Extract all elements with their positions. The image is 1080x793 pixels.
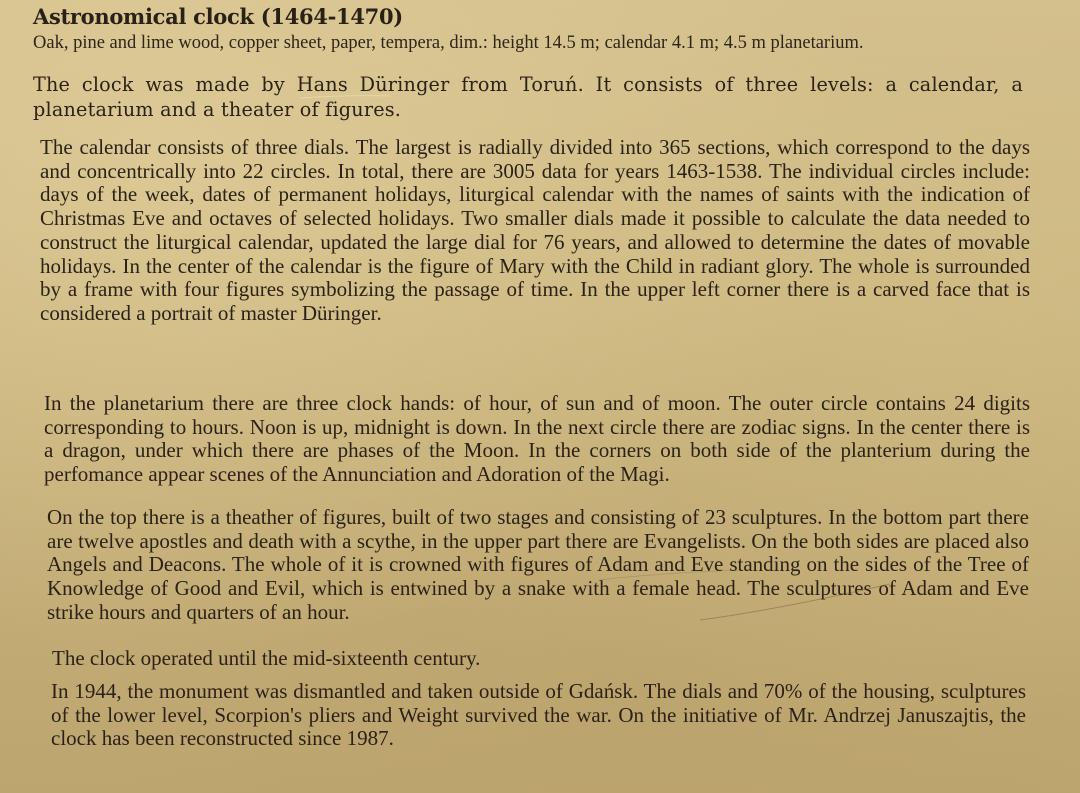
plaque-subtitle-materials: Oak, pine and lime wood, copper sheet, paper, tempera, dim.: height 14.5 m; calendar 4.1 m; 4.5 m planetarium. bbox=[33, 33, 864, 53]
paragraph-operated: The clock operated until the mid-sixteenth century. bbox=[52, 646, 481, 670]
paragraph-calendar: The calendar consists of three dials. The largest is radially divided into 365 sections, which correspond to the days and concentrically into 22 circles. In total, there are 3005 data for years 1463-1538. The individual circles include: days of the week, dates of permanent holidays, liturgical calendar with the names of saints with the indication of Christmas Eve and octaves of selected holidays. Two smaller dials made it possible to calculate the data needed to construct the liturgical calendar, updated the large dial for 76 years, and allowed to determine the dates of movable holidays. In the center of the calendar is the figure of Mary with the Child in radiant glory. The whole is surrounded by a frame with four figures symbolizing the passage of time. In the upper left corner there is a carved face that is considered a portrait of master Düringer. bbox=[40, 135, 1030, 325]
paragraph-planetarium: In the planetarium there are three clock hands: of hour, of sun and of moon. The outer circle contains 24 digits corresponding to hours. Noon is up, midnight is down. In the next circle there are zodiac signs. In the center there is a dragon, under which there are phases of the Moon. In the corners on both side of the planterium during the perfomance appear scenes of the Annunciation and Adoration of the Magi. bbox=[44, 391, 1030, 487]
paragraph-theater-of-figures: On the top there is a theather of figures, built of two stages and consisting of 23 sculptures. In the bottom part there are twelve apostles and death with a scythe, in the upper part there are Evangelists. On the both sides are placed also Angels and Deacons. The whole of it is crowned with figures of Adam and Eve standing on the sides of the Tree of Knowledge of Good and Evil, which is entwined by a snake with a female head. The sculptures of Adam and Eve strike hours and quarters of an hour. bbox=[47, 505, 1029, 624]
plaque-title: Astronomical clock (1464-1470) bbox=[33, 4, 403, 29]
paragraph-reconstruction: In 1944, the monument was dismantled and taken outside of Gdańsk. The dials and 70% of the housing, sculptures of the lower level, Scorpion's pliers and Weight survived the war. On the initiative of Mr. Andrzej Januszajtis, the clock has been reconstructed since 1987. bbox=[51, 679, 1026, 751]
paragraph-intro: The clock was made by Hans Düringer from Toruń. It consists of three levels: a calendar, a planetarium and a theater of figures. bbox=[33, 73, 1023, 121]
